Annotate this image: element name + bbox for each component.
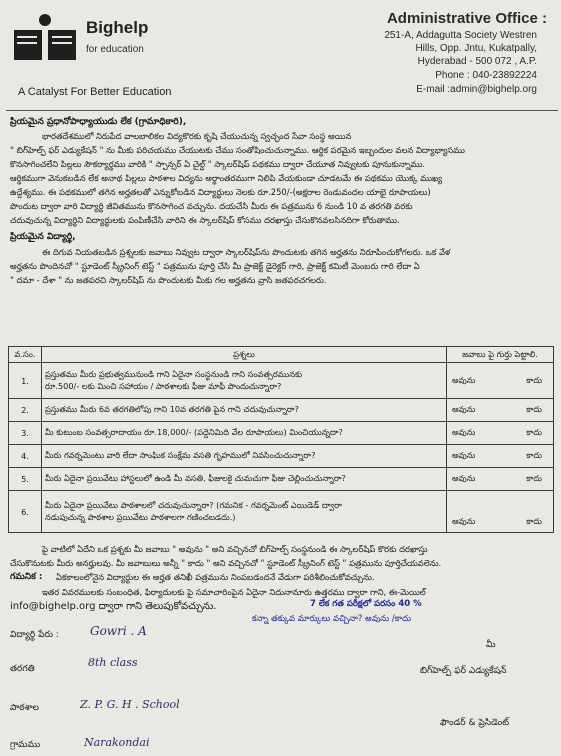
answer-no-option[interactable]: కాదు [526,404,542,414]
para2-line: ఈ దిగువ నియతబడిన ప్రశ్నలకు జవాబు నివ్వుట ద్వారా స్కాలర్‌షిప్‌ను పొందుటకు తగిన అర్హతను నిరూపించుకోగలరు. ఒక వేళ [42,247,451,257]
answer-cell [447,468,554,491]
eligibility-table [8,346,554,533]
table-row [9,422,554,445]
row-number: 3. [9,422,42,445]
table-row [9,399,554,422]
para4-line: ఇతర వివరములకు సంబంధిత, ఫిర్యాదులకు పై సమాచారింపైన ఏదైనా నిదునానూరు ఉత్తరము ద్వారా గాని, ఈ-మెయిల్ [42,587,426,597]
office-title: Administrative Office : [386,10,547,27]
para2-line: అర్హతను పొందినచో " స్టూడెంట్ స్క్రీనింగ్ టెస్ట్ " పత్రమును పూర్తి చేసి మీ ప్రాజెక్ట్ డైరెక్టర్ గారి, ప్రాజెక్ట్ కమిటీ మెంబరు గారి లేదా ఏ [10,261,420,271]
address-line: 251-A, Addagutta Society Westren [384,30,537,41]
row-number: 2. [9,399,42,422]
row-number: 1. [9,363,42,399]
question-line: ప్రస్తుతము మీరు ప్రభుత్వమునుండి గాని ఏదైనా సంస్థనుండి గాని సంవత్సరమునకు [45,368,303,379]
village-value[interactable]: Narakondai [84,736,150,749]
para1-line: కొనసాగించలేని పిల్లలు సౌకర్యార్థము వారికి " స్పాన్సర్ ఏ చైల్డ్ " స్కాలర్‌షిప్ పథకము ద్వారా చేయూత నివ్వుటకు పూనుకున్నాము. [10,159,426,169]
answer-cell [447,422,554,445]
col-header-answer: జవాబు పై గుర్తు పెట్టాలి. [447,347,554,363]
answer-yes-option[interactable]: అవును [452,404,476,414]
row-number: 5. [9,468,42,491]
table-row [9,491,554,533]
row-number: 6. [9,491,42,533]
brand-subtitle: for education [86,44,144,55]
stamp-line: 7 లేక గత పరీక్షలో పరసం 40 % [310,599,422,609]
row-number: 4. [9,445,42,468]
email-line: E-mail :admin@bighelp.org [416,84,537,95]
question-text [42,363,447,399]
bighelp-logo-icon [12,12,80,64]
para4-line: info@bighelp.org ద్వారా గాని తెలుపుకోవచ్చును. [10,601,217,612]
para3-line: చేసుకొనుటకు మీరు అనర్హులవు. మీ జవాబులు అన్నీ " కాదు " అని వచ్చినచో " స్టూడెంట్ స్క్రీనింగ్ టెస్ట్ " పత్రమును పూర్తిచేయవలెను. [10,558,442,568]
answer-cell [447,491,554,533]
tagline: A Catalyst For Better Education [18,86,172,98]
salutation-headmaster: ప్రియమైన ప్రధానోపాధ్యాయుడు లేక (గ్రామాధికారి), [10,117,187,127]
answer-yes-option[interactable]: అవును [452,473,476,483]
answer-yes-option[interactable]: అవును [452,374,476,385]
question-text: ప్రస్తుతము మీరు 6వ తరగతిలోపు గాని 10వ తరగతి పైన గాని చదువుచున్నారా? [42,399,447,422]
answer-no-option[interactable]: కాదు [526,516,542,526]
para1-line: భారతదేశములో నిరుపేద వాలబాలికల విద్యకొరకు కృషి చేయుచున్న స్వచ్ఛంద సేవా సంస్థ అయిన [42,131,352,141]
signature-you: మీ [486,640,496,650]
class-label: తరగతి [10,664,35,674]
answer-no-option[interactable]: కాదు [526,473,542,483]
question-text [42,491,447,533]
answer-no-option[interactable]: కాదు [526,374,542,385]
school-label: పాఠశాల [10,703,39,713]
question-text: మీ కుటుంబ సంవత్సరాదాయం రూ.18,000/- (పద్దెనిమిది వేల రూపాయలు) మించియున్నదా? [42,422,447,445]
answer-no-option[interactable]: కాదు [526,427,542,437]
signature-title: ఫౌండర్ & ప్రెసిడెంట్ [440,718,510,728]
answer-no-option[interactable]: కాదు [526,450,542,460]
school-value[interactable]: Z. P. G. H . School [80,698,180,711]
para3-line: పై వాటిలో ఏదేని ఒక ప్రశ్నకు మీ జవాబు " అవును " అని వచ్చినచో బిగ్‌హెల్ప్ సంస్థనుండి ఈ స్కాలర్‌షిప్ కొరకు దరఖాస్తు [42,544,428,554]
para1-line: ఆర్థికముగా వెనుకబడిన లేక అనాథ పిల్లలు పాఠశాల విద్యను అర్థాంతరముగా నిలిపి వేయకుండా చూడటమే ఈ పథకము యొక్క ముఖ్య [10,173,443,183]
question-text: మీరు ఏదైనా ప్రయివేటు హాస్టలులో ఉండి మీ వసతి, ఫీజులకై చుమచుగా ఫీజు చెల్లించుచున్నారా? [42,468,447,491]
note-text: ఏకకాలంలోనైన విద్యార్థుల ఈ అర్హత తనిఖీ పత్రమును నింపబడందనే వేడుగా పరిశీలించుకోవచ్చును. [56,572,375,582]
para1-line: చదువుచున్న విద్యార్థిని విద్యార్థులకు పంపిణీచేసి వారిని ఈ స్కాలర్‌షిప్ కోసము దరఖాస్తు చేసుకొనవలసినదిగా కోరుతాము. [10,215,400,225]
para1-line: పొందుట ద్వారా వారి విద్యార్థి జీవితమును కొనసాగించ వచ్చును. దయచేసి మీరు ఈ పత్రమును 6 నుండి 10 వ తరగతి వరకు [10,201,413,211]
header-divider [6,110,558,111]
salutation-student: ప్రియమైన విద్యార్థి, [10,232,76,242]
question-text: మీరు గవర్నమెంటు వారి లేదా సాంఘిక సంక్షేమ వసతి గృహములో నివసించుచున్నారా? [42,445,447,468]
answer-yes-option[interactable]: అవును [452,450,476,460]
table-row [9,363,554,399]
answer-cell [447,399,554,422]
signature-org: బిగ్‌హెల్ప్ ఫర్ ఎడ్యుకేషన్ [420,666,507,676]
address-line: Hyderabad - 500 072 , A.P. [417,56,537,67]
question-line: మీరు ఏదైనా ప్రయివేటు పాఠశాలలో చదువుచున్నారా? (గమనిక - గవర్నమెంట్ ఎయిడెడ్ ద్వారా [45,499,342,510]
address-line: Hills, Opp. Jntu, Kukatpally, [415,43,537,54]
para1-line: " బిగ్‌హెల్ప్ ఫర్ ఎడ్యుకేషన్ " ను మీకు పరిచయము చేయుటకు చేము సంతోషించుచున్నాము. ఆర్థిక పరమైన ఇబ్బందుల వలన విద్యాభ్యాసము [10,145,465,155]
class-value[interactable]: 8th class [88,656,138,669]
note-label: గమనిక : [10,572,43,582]
answer-cell [447,363,554,399]
answer-cell [447,445,554,468]
table-row [9,445,554,468]
village-label: గ్రామము [10,740,41,750]
phone-line: Phone : 040-23892224 [435,70,537,81]
col-header-number: వ.సం. [9,347,42,363]
question-line: నడుపుచున్న పాఠశాల ప్రయివేటు పాఠశాలగా గణించబడదు.) [45,511,236,522]
stamp-line: కన్నా తక్కువ మార్కులు వచ్చినా? అవును /కాదు [252,614,412,624]
student-name-value[interactable]: Gowri . A [90,624,147,638]
table-header-row [9,347,554,363]
student-name-label: విద్యార్థి పేరు : [10,630,59,640]
answer-yes-option[interactable]: అవును [452,516,476,526]
col-header-questions: ప్రశ్నలు [42,347,447,363]
para2-line: " దమా - దేశా " ను జతపరచి స్కాలర్‌షిప్ ను పొందుటకు మీకు గల అర్హతను వ్రాసి జతపరచగలరు. [10,275,327,285]
question-line: రూ.500/- లకు మించి సహాయం / పాఠశాలకు ఫీజు మాఫీ పొందుచున్నారా? [45,380,282,391]
brand-name: Bighelp [86,18,149,37]
para1-line: ఉద్దేశ్యము. ఈ పథకములో తగిన అర్హతలతో ఎన్నుకోబడిన విద్యార్థులు నెలకు రూ.250/-(అక్షరాల రెండువందల యాభై రూపాయలు) [10,187,431,197]
table-row [9,468,554,491]
answer-yes-option[interactable]: అవును [452,427,476,437]
